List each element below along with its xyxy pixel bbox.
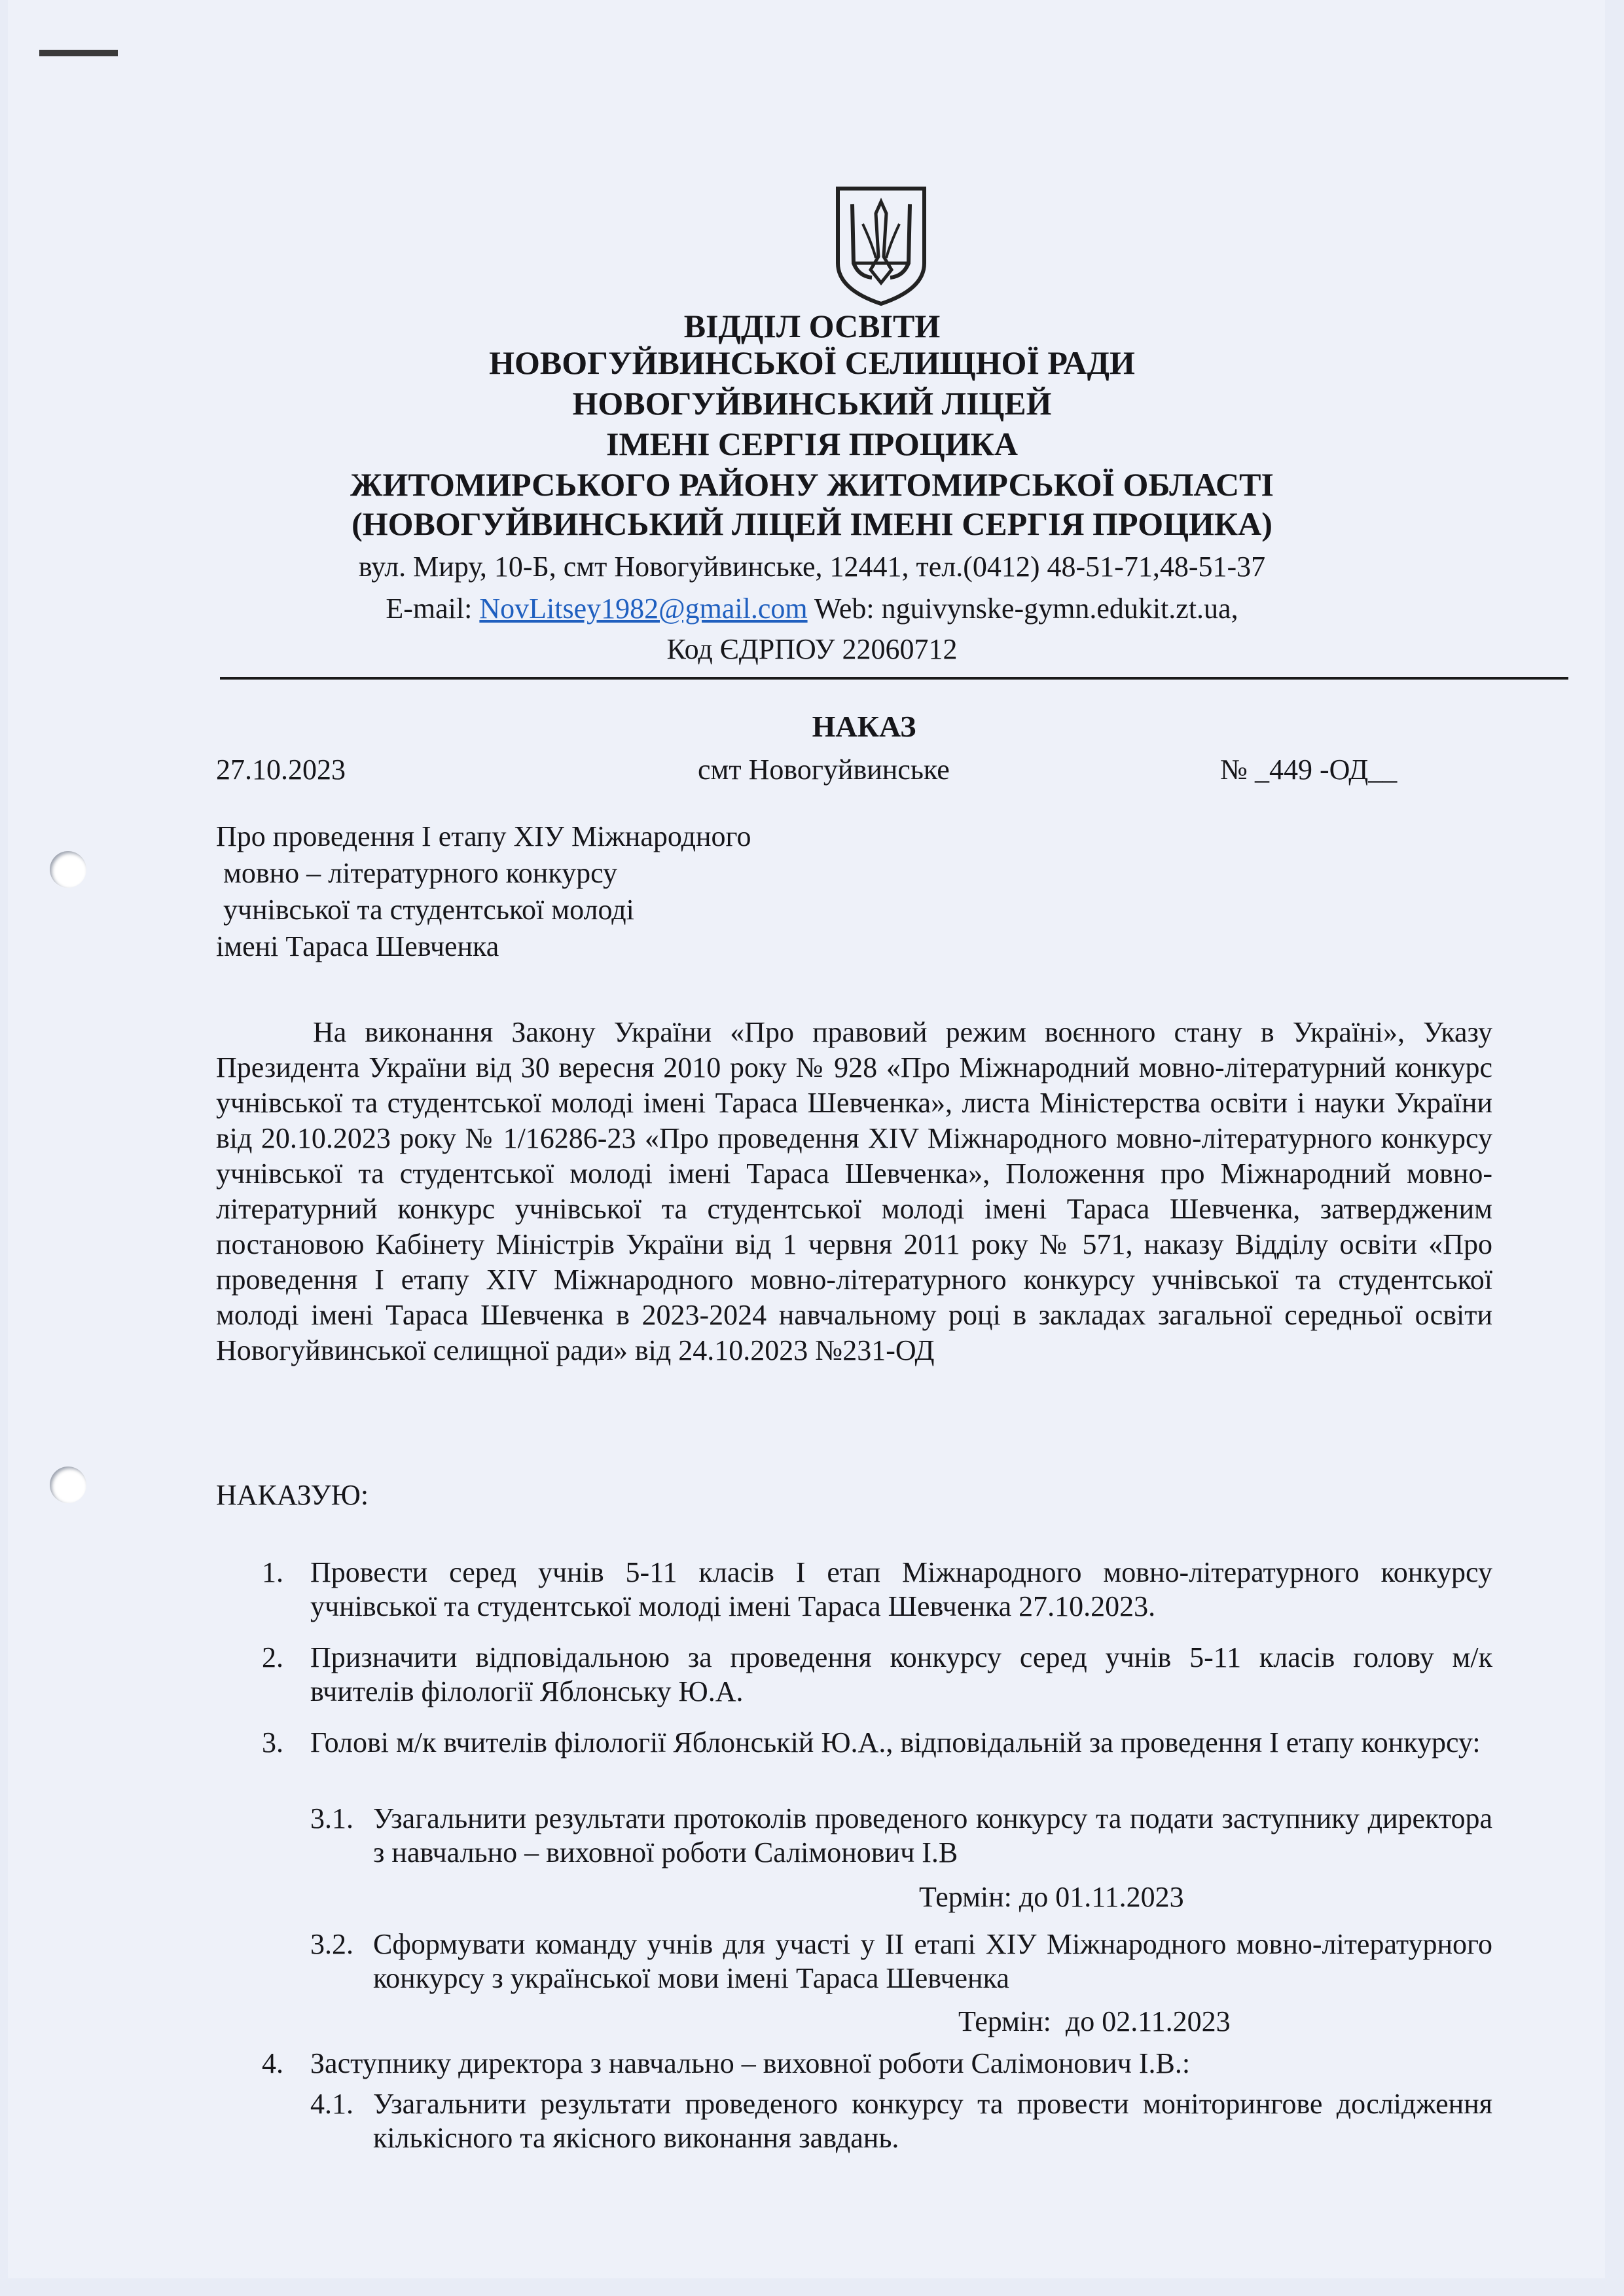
subject-line-1: Про проведення І етапу ХІУ Міжнародного [216, 820, 751, 852]
punch-hole [50, 1467, 86, 1503]
scan-mark [39, 50, 118, 56]
subject-line-2: мовно – літературного конкурсу [216, 857, 618, 889]
item-1-text: Провести серед учнів 5-11 класів І етап Міжнародного мовно-літературного конкурсу учнівської та студентської молоді імені Тараса Шевченка 27.10.2023. [310, 1556, 1492, 1622]
header-line-3: НОВОГУЙВИНСЬКИЙ ЛІЦЕЙ [572, 385, 1052, 422]
order-title: НАКАЗ [812, 710, 916, 743]
header-divider [220, 677, 1568, 680]
subject-line-3: учнівської та студентської молоді [216, 894, 634, 926]
header-line-5: ЖИТОМИРСЬКОГО РАЙОНУ ЖИТОМИРСЬКОЇ ОБЛАСТІ [350, 466, 1274, 503]
header-line-6: (НОВОГУЙВИНСЬКИЙ ЛІЦЕЙ ІМЕНІ СЕРГІЯ ПРОЦИКА) [352, 505, 1272, 542]
email-label: E-mail: [386, 592, 473, 625]
contacts-line [0, 592, 1624, 626]
item-3-1-text: Узагальнити результати протоколів проведеного конкурсу та подати заступнику директора з навчально – виховної роботи Салімонович І.В [373, 1802, 1492, 1868]
coat-of-arms-icon [833, 185, 929, 306]
item-4-text: Заступнику директора з навчально – виховної роботи Салімонович І.В.: [310, 2047, 1191, 2079]
item-1-number: 1. [262, 1556, 283, 1588]
item-3-1-number: 3.1. [310, 1802, 353, 1834]
item-2-text: Призначити відповідальною за проведення конкурсу серед учнів 5-11 класів голову м/к вчителів філології Яблонську Ю.А. [310, 1641, 1492, 1707]
header-line-1: ВІДДІЛ ОСВІТИ [683, 308, 941, 344]
item-3-2-number: 3.2. [310, 1928, 353, 1960]
item-3-2-term: Термін: до 02.11.2023 [958, 2005, 1231, 2037]
edrpou-code: Код ЄДРПОУ 22060712 [666, 633, 958, 665]
item-3-text: Голові м/к вчителів філології Яблонській Ю.А., відповідальній за проведення І етапу конкурсу: [310, 1726, 1481, 1758]
item-4-number: 4. [262, 2047, 283, 2079]
subject-line-4: імені Тараса Шевченка [216, 930, 499, 962]
item-3-number: 3. [262, 1726, 283, 1758]
item-4-1-number: 4.1. [310, 2088, 353, 2120]
item-3-2-text: Сформувати команду учнів для участі у ІІ етапі ХІУ Міжнародного мовно-літературного конкурсу з української мови імені Тараса Шевченка [373, 1928, 1492, 1994]
item-3-1-term: Термін: до 01.11.2023 [919, 1881, 1184, 1913]
punch-hole [50, 851, 86, 888]
command-word: НАКАЗУЮ: [216, 1479, 369, 1511]
item-2-number: 2. [262, 1641, 283, 1673]
email-link[interactable]: NovLitsey1982@gmail.com [479, 592, 808, 625]
order-number: № _449 -ОД__ [1220, 754, 1398, 786]
address-line: вул. Миру, 10-Б, смт Новогуйвинське, 12441, тел.(0412) 48-51-71,48-51-37 [358, 551, 1266, 583]
order-date: 27.10.2023 [216, 754, 346, 786]
header-line-4: ІМЕНІ СЕРГІЯ ПРОЦИКА [606, 426, 1018, 462]
web-address: Web: nguivynske-gymn.edukit.zt.ua, [814, 592, 1238, 625]
header-line-2: НОВОГУЙВИНСЬКОЇ СЕЛИЩНОЇ РАДИ [489, 344, 1135, 381]
order-place: смт Новогуйвинське [698, 754, 950, 786]
preamble-paragraph: На виконання Закону України «Про правовий режим воєнного стану в Україні», Указу Президента України від 30 вересня 2010 року № 928 «Про Міжнародний мовно-літературний конкурс учнівської та студентської молоді імені Тараса Шевченка», листа Міністерства освіти і науки України від 20.10.2023 року № 1/16286-23 «Про проведення XIV Міжнародного мовно-літературного конкурсу учнівської та студентської молоді імені Тараса Шевченка», Положення про Міжнародний мовно-літературний конкурс учнівської та студентської молоді імені Тараса Шевченка, затвердженим постановою Кабінету Міністрів України від 1 червня 2011 року № 571, наказу Відділу освіти «Про проведення І етапу XIV Міжнародного мовно-літературного конкурсу учнівської та студентської молоді імені Тараса Шевченка в 2023-2024 навчальному році в закладах загальної середньої освіти Новогуйвинської селищної ради» від 24.10.2023 №231-ОД [216, 1016, 1492, 1366]
item-4-1-text: Узагальнити результати проведеного конкурсу та провести моніторингове дослідження кількісного та якісного виконання завдань. [373, 2088, 1492, 2154]
